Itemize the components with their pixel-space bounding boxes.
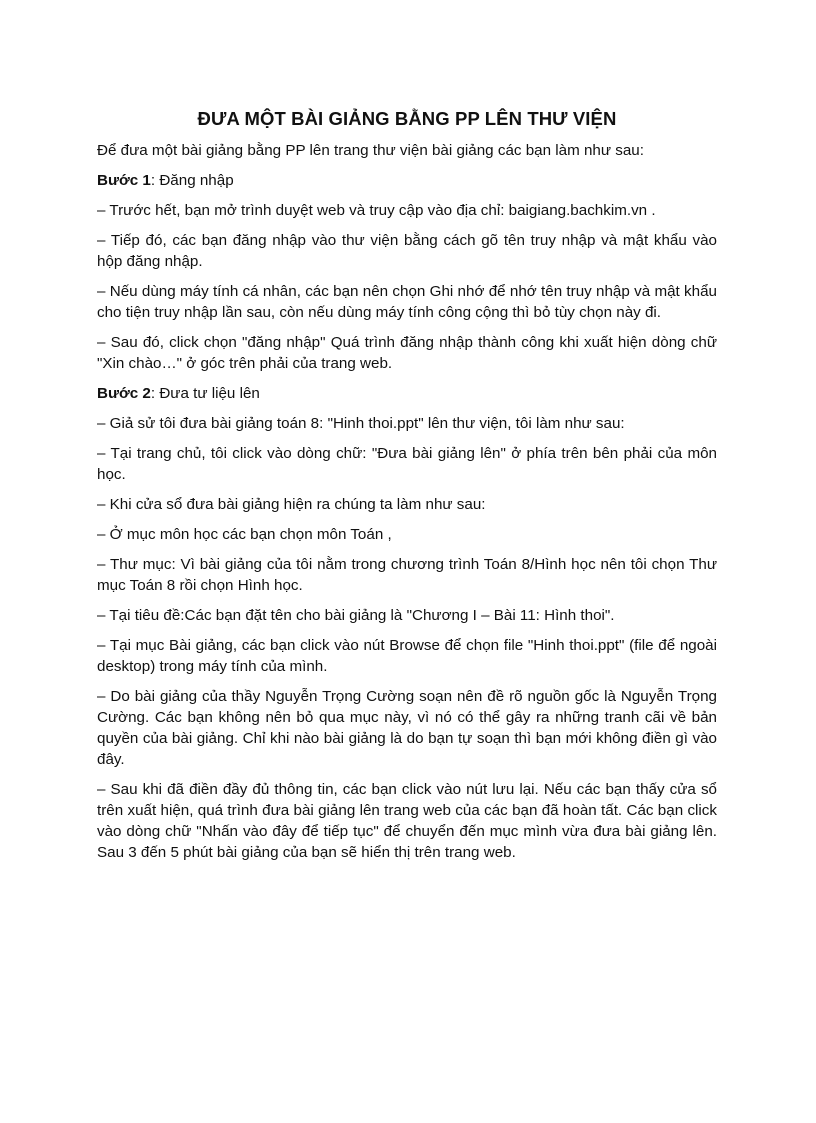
step-2-item: – Thư mục: Vì bài giảng của tôi nằm trong chương trình Toán 8/Hình học nên tôi chọn Thư mục Toán 8 rồi chọn Hình học. [97, 556, 717, 594]
step-1-text: : Đăng nhập [150, 172, 234, 189]
step-2-heading [97, 383, 717, 404]
step-1-item: – Trước hết, bạn mở trình duyệt web và truy cập vào địa chỉ: baigiang.bachkim.vn . [97, 202, 656, 219]
step-2-item: – Ở mục môn học các bạn chọn môn Toán , [97, 526, 392, 543]
step-2-item: – Do bài giảng của thầy Nguyễn Trọng Cường soạn nên đề rõ nguồn gốc là Nguyễn Trọng Cường. Các bạn không nên bỏ qua mục này, vì nó có thể gây ra những tranh cãi về bản quyền của bài giảng. Chỉ khi nào bài giảng là do bạn tự soạn thì bạn mới không điền gì vào đây. [97, 688, 717, 768]
step-1-heading [97, 170, 717, 191]
step-2-item: – Tại mục Bài giảng, các bạn click vào nút Browse để chọn file "Hinh thoi.ppt" (file để ngoài desktop) trong máy tính của mình. [97, 637, 717, 675]
step-2-item: – Sau khi đã điền đầy đủ thông tin, các bạn click vào nút lưu lại. Nếu các bạn thấy cửa sổ trên xuất hiện, quá trình đưa bài giảng lên trang web của các bạn đã hoàn tất. Các bạn click vào dòng chữ "Nhấn vào đây để tiếp tục" để chuyển đến mục mình vừa đưa bài giảng lên. Sau 3 đến 5 phút bài giảng của bạn sẽ hiển thị trên trang web. [97, 781, 717, 861]
step-1-item: – Sau đó, click chọn "đăng nhập" Quá trình đăng nhập thành công khi xuất hiện dòng chữ "Xin chào…" ở góc trên phải của trang web. [97, 334, 717, 372]
step-1-item: – Nếu dùng máy tính cá nhân, các bạn nên chọn Ghi nhớ để nhớ tên truy nhập và mật khẩu cho tiện truy nhập lần sau, còn nếu dùng máy tính công cộng thì bỏ tùy chọn này đi. [97, 283, 717, 321]
intro-paragraph: Để đưa một bài giảng bằng PP lên trang thư viện bài giảng các bạn làm như sau: [97, 142, 644, 159]
document-page [97, 107, 717, 872]
step-2-item: – Khi cửa sổ đưa bài giảng hiện ra chúng ta làm như sau: [97, 496, 486, 513]
step-1-item: – Tiếp đó, các bạn đăng nhập vào thư viện bằng cách gõ tên truy nhập và mật khẩu vào hộp đăng nhập. [97, 232, 717, 270]
step-1-label: Bước 1 [97, 172, 151, 189]
step-2-label: Bước 2 [97, 385, 151, 402]
document-title: ĐƯA MỘT BÀI GIẢNG BẰNG PP LÊN THƯ VIỆN [197, 108, 617, 129]
step-2-item: – Tại tiêu đề:Các bạn đặt tên cho bài giảng là "Chương I – Bài 11: Hình thoi". [97, 607, 615, 624]
step-2-text: : Đưa tư liệu lên [150, 385, 260, 402]
step-2-item: – Giả sử tôi đưa bài giảng toán 8: "Hinh thoi.ppt" lên thư viện, tôi làm như sau: [97, 415, 625, 432]
step-2-item: – Tại trang chủ, tôi click vào dòng chữ: "Đưa bài giảng lên" ở phía trên bên phải của môn học. [97, 445, 717, 483]
